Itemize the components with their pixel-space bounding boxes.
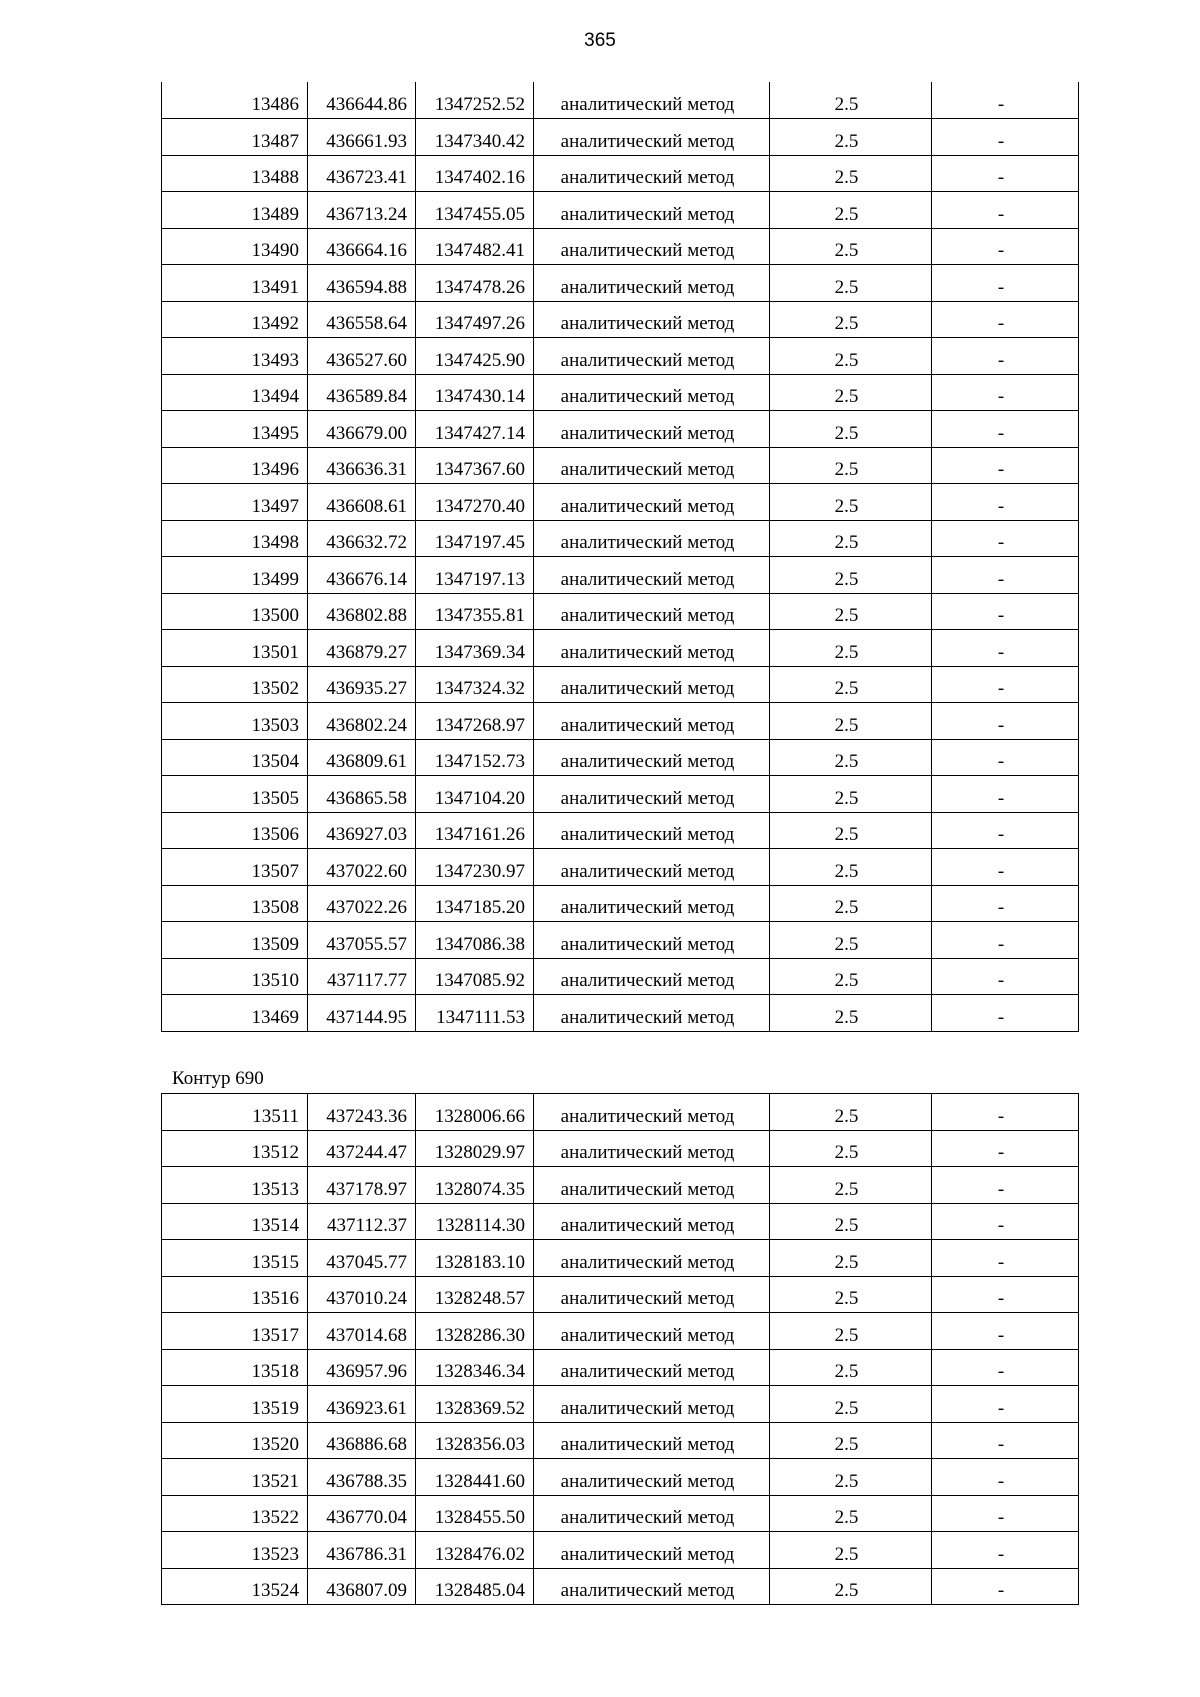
point-number-cell: 13515 xyxy=(162,1240,308,1277)
x-coordinate-cell: 436935.27 xyxy=(308,666,416,703)
accuracy-cell: 2.5 xyxy=(770,630,932,667)
method-cell: аналитический метод xyxy=(534,82,770,119)
x-coordinate-cell: 436923.61 xyxy=(308,1386,416,1423)
accuracy-cell: 2.5 xyxy=(770,958,932,995)
method-cell: аналитический метод xyxy=(534,119,770,156)
y-coordinate-cell: 1347270.40 xyxy=(416,484,534,521)
table-row xyxy=(162,703,1079,740)
accuracy-cell: 2.5 xyxy=(770,1532,932,1569)
table-row xyxy=(162,228,1079,265)
y-coordinate-cell: 1347152.73 xyxy=(416,739,534,776)
method-cell: аналитический метод xyxy=(534,1386,770,1423)
method-cell: аналитический метод xyxy=(534,1276,770,1313)
accuracy-cell: 2.5 xyxy=(770,885,932,922)
point-number-cell: 13493 xyxy=(162,338,308,375)
method-cell: аналитический метод xyxy=(534,301,770,338)
method-cell: аналитический метод xyxy=(534,520,770,557)
accuracy-cell: 2.5 xyxy=(770,1094,932,1131)
x-coordinate-cell: 436661.93 xyxy=(308,119,416,156)
method-cell: аналитический метод xyxy=(534,447,770,484)
accuracy-cell: 2.5 xyxy=(770,1167,932,1204)
accuracy-cell: 2.5 xyxy=(770,265,932,302)
x-coordinate-cell: 436879.27 xyxy=(308,630,416,667)
x-coordinate-cell: 437243.36 xyxy=(308,1094,416,1131)
x-coordinate-cell: 436802.24 xyxy=(308,703,416,740)
coordinates-table-contour-690 xyxy=(161,1093,1079,1605)
table-row xyxy=(162,155,1079,192)
y-coordinate-cell: 1347161.26 xyxy=(416,812,534,849)
extra-cell: - xyxy=(932,447,1079,484)
accuracy-cell: 2.5 xyxy=(770,776,932,813)
x-coordinate-cell: 436589.84 xyxy=(308,374,416,411)
table-row xyxy=(162,484,1079,521)
coordinates-table-body xyxy=(162,1094,1079,1605)
method-cell: аналитический метод xyxy=(534,1203,770,1240)
x-coordinate-cell: 436809.61 xyxy=(308,739,416,776)
extra-cell: - xyxy=(932,885,1079,922)
y-coordinate-cell: 1347111.53 xyxy=(416,995,534,1032)
point-number-cell: 13487 xyxy=(162,119,308,156)
table-row xyxy=(162,922,1079,959)
table-row xyxy=(162,739,1079,776)
point-number-cell: 13504 xyxy=(162,739,308,776)
extra-cell: - xyxy=(932,82,1079,119)
point-number-cell: 13469 xyxy=(162,995,308,1032)
point-number-cell: 13524 xyxy=(162,1568,308,1605)
x-coordinate-cell: 437055.57 xyxy=(308,922,416,959)
extra-cell: - xyxy=(932,228,1079,265)
point-number-cell: 13503 xyxy=(162,703,308,740)
method-cell: аналитический метод xyxy=(534,1495,770,1532)
accuracy-cell: 2.5 xyxy=(770,739,932,776)
accuracy-cell: 2.5 xyxy=(770,192,932,229)
accuracy-cell: 2.5 xyxy=(770,520,932,557)
extra-cell: - xyxy=(932,703,1079,740)
extra-cell: - xyxy=(932,1203,1079,1240)
point-number-cell: 13511 xyxy=(162,1094,308,1131)
table-row xyxy=(162,1568,1079,1605)
x-coordinate-cell: 437178.97 xyxy=(308,1167,416,1204)
method-cell: аналитический метод xyxy=(534,1130,770,1167)
table-row xyxy=(162,1276,1079,1313)
point-number-cell: 13489 xyxy=(162,192,308,229)
y-coordinate-cell: 1347268.97 xyxy=(416,703,534,740)
point-number-cell: 13495 xyxy=(162,411,308,448)
accuracy-cell: 2.5 xyxy=(770,1313,932,1350)
extra-cell: - xyxy=(932,630,1079,667)
extra-cell: - xyxy=(932,520,1079,557)
extra-cell: - xyxy=(932,1130,1079,1167)
method-cell: аналитический метод xyxy=(534,265,770,302)
table-row xyxy=(162,995,1079,1032)
extra-cell: - xyxy=(932,119,1079,156)
method-cell: аналитический метод xyxy=(534,1094,770,1131)
x-coordinate-cell: 437022.26 xyxy=(308,885,416,922)
table-row xyxy=(162,849,1079,886)
x-coordinate-cell: 437144.95 xyxy=(308,995,416,1032)
y-coordinate-cell: 1328248.57 xyxy=(416,1276,534,1313)
y-coordinate-cell: 1347455.05 xyxy=(416,192,534,229)
y-coordinate-cell: 1347085.92 xyxy=(416,958,534,995)
extra-cell: - xyxy=(932,1568,1079,1605)
y-coordinate-cell: 1347104.20 xyxy=(416,776,534,813)
y-coordinate-cell: 1328485.04 xyxy=(416,1568,534,1605)
accuracy-cell: 2.5 xyxy=(770,484,932,521)
method-cell: аналитический метод xyxy=(534,557,770,594)
point-number-cell: 13497 xyxy=(162,484,308,521)
y-coordinate-cell: 1347497.26 xyxy=(416,301,534,338)
extra-cell: - xyxy=(932,1459,1079,1496)
extra-cell: - xyxy=(932,374,1079,411)
method-cell: аналитический метод xyxy=(534,995,770,1032)
table-row xyxy=(162,338,1079,375)
table-row xyxy=(162,1094,1079,1131)
extra-cell: - xyxy=(932,265,1079,302)
table-row xyxy=(162,1422,1079,1459)
point-number-cell: 13510 xyxy=(162,958,308,995)
y-coordinate-cell: 1328114.30 xyxy=(416,1203,534,1240)
point-number-cell: 13517 xyxy=(162,1313,308,1350)
point-number-cell: 13500 xyxy=(162,593,308,630)
table-row xyxy=(162,301,1079,338)
point-number-cell: 13490 xyxy=(162,228,308,265)
y-coordinate-cell: 1347425.90 xyxy=(416,338,534,375)
extra-cell: - xyxy=(932,411,1079,448)
extra-cell: - xyxy=(932,155,1079,192)
accuracy-cell: 2.5 xyxy=(770,922,932,959)
x-coordinate-cell: 437117.77 xyxy=(308,958,416,995)
y-coordinate-cell: 1347355.81 xyxy=(416,593,534,630)
accuracy-cell: 2.5 xyxy=(770,301,932,338)
table-row xyxy=(162,1313,1079,1350)
x-coordinate-cell: 437010.24 xyxy=(308,1276,416,1313)
method-cell: аналитический метод xyxy=(534,192,770,229)
point-number-cell: 13505 xyxy=(162,776,308,813)
y-coordinate-cell: 1328074.35 xyxy=(416,1167,534,1204)
method-cell: аналитический метод xyxy=(534,155,770,192)
accuracy-cell: 2.5 xyxy=(770,338,932,375)
method-cell: аналитический метод xyxy=(534,1422,770,1459)
y-coordinate-cell: 1328183.10 xyxy=(416,1240,534,1277)
table-row xyxy=(162,958,1079,995)
x-coordinate-cell: 437014.68 xyxy=(308,1313,416,1350)
method-cell: аналитический метод xyxy=(534,812,770,849)
point-number-cell: 13512 xyxy=(162,1130,308,1167)
point-number-cell: 13492 xyxy=(162,301,308,338)
accuracy-cell: 2.5 xyxy=(770,1568,932,1605)
y-coordinate-cell: 1347185.20 xyxy=(416,885,534,922)
x-coordinate-cell: 436644.86 xyxy=(308,82,416,119)
extra-cell: - xyxy=(932,593,1079,630)
point-number-cell: 13494 xyxy=(162,374,308,411)
table-row xyxy=(162,1167,1079,1204)
point-number-cell: 13486 xyxy=(162,82,308,119)
x-coordinate-cell: 436957.96 xyxy=(308,1349,416,1386)
accuracy-cell: 2.5 xyxy=(770,1459,932,1496)
table-row xyxy=(162,1495,1079,1532)
method-cell: аналитический метод xyxy=(534,630,770,667)
extra-cell: - xyxy=(932,1313,1079,1350)
y-coordinate-cell: 1347197.45 xyxy=(416,520,534,557)
y-coordinate-cell: 1347427.14 xyxy=(416,411,534,448)
method-cell: аналитический метод xyxy=(534,666,770,703)
accuracy-cell: 2.5 xyxy=(770,119,932,156)
point-number-cell: 13519 xyxy=(162,1386,308,1423)
table-row xyxy=(162,192,1079,229)
accuracy-cell: 2.5 xyxy=(770,374,932,411)
y-coordinate-cell: 1347252.52 xyxy=(416,82,534,119)
x-coordinate-cell: 436676.14 xyxy=(308,557,416,594)
y-coordinate-cell: 1347340.42 xyxy=(416,119,534,156)
y-coordinate-cell: 1347402.16 xyxy=(416,155,534,192)
x-coordinate-cell: 436608.61 xyxy=(308,484,416,521)
extra-cell: - xyxy=(932,776,1079,813)
method-cell: аналитический метод xyxy=(534,885,770,922)
accuracy-cell: 2.5 xyxy=(770,1276,932,1313)
y-coordinate-cell: 1347430.14 xyxy=(416,374,534,411)
table-row xyxy=(162,374,1079,411)
accuracy-cell: 2.5 xyxy=(770,1495,932,1532)
page-number: 365 xyxy=(584,30,616,51)
accuracy-cell: 2.5 xyxy=(770,447,932,484)
extra-cell: - xyxy=(932,812,1079,849)
extra-cell: - xyxy=(932,301,1079,338)
extra-cell: - xyxy=(932,1532,1079,1569)
extra-cell: - xyxy=(932,1094,1079,1131)
extra-cell: - xyxy=(932,849,1079,886)
extra-cell: - xyxy=(932,1276,1079,1313)
extra-cell: - xyxy=(932,338,1079,375)
point-number-cell: 13491 xyxy=(162,265,308,302)
y-coordinate-cell: 1347086.38 xyxy=(416,922,534,959)
x-coordinate-cell: 436770.04 xyxy=(308,1495,416,1532)
method-cell: аналитический метод xyxy=(534,776,770,813)
x-coordinate-cell: 436679.00 xyxy=(308,411,416,448)
extra-cell: - xyxy=(932,484,1079,521)
accuracy-cell: 2.5 xyxy=(770,812,932,849)
y-coordinate-cell: 1328455.50 xyxy=(416,1495,534,1532)
table-row xyxy=(162,520,1079,557)
x-coordinate-cell: 436865.58 xyxy=(308,776,416,813)
accuracy-cell: 2.5 xyxy=(770,1349,932,1386)
y-coordinate-cell: 1347197.13 xyxy=(416,557,534,594)
extra-cell: - xyxy=(932,1495,1079,1532)
y-coordinate-cell: 1347482.41 xyxy=(416,228,534,265)
x-coordinate-cell: 437022.60 xyxy=(308,849,416,886)
coordinates-table-continued xyxy=(161,82,1079,1032)
point-number-cell: 13498 xyxy=(162,520,308,557)
x-coordinate-cell: 437112.37 xyxy=(308,1203,416,1240)
accuracy-cell: 2.5 xyxy=(770,1203,932,1240)
extra-cell: - xyxy=(932,192,1079,229)
method-cell: аналитический метод xyxy=(534,849,770,886)
table-row xyxy=(162,885,1079,922)
accuracy-cell: 2.5 xyxy=(770,82,932,119)
y-coordinate-cell: 1328476.02 xyxy=(416,1532,534,1569)
x-coordinate-cell: 436807.09 xyxy=(308,1568,416,1605)
point-number-cell: 13502 xyxy=(162,666,308,703)
accuracy-cell: 2.5 xyxy=(770,666,932,703)
point-number-cell: 13506 xyxy=(162,812,308,849)
method-cell: аналитический метод xyxy=(534,1568,770,1605)
extra-cell: - xyxy=(932,922,1079,959)
accuracy-cell: 2.5 xyxy=(770,1386,932,1423)
accuracy-cell: 2.5 xyxy=(770,1422,932,1459)
table-row xyxy=(162,1349,1079,1386)
x-coordinate-cell: 436927.03 xyxy=(308,812,416,849)
table-row xyxy=(162,447,1079,484)
table-row xyxy=(162,776,1079,813)
point-number-cell: 13509 xyxy=(162,922,308,959)
extra-cell: - xyxy=(932,739,1079,776)
point-number-cell: 13496 xyxy=(162,447,308,484)
y-coordinate-cell: 1347478.26 xyxy=(416,265,534,302)
point-number-cell: 13520 xyxy=(162,1422,308,1459)
method-cell: аналитический метод xyxy=(534,1349,770,1386)
y-coordinate-cell: 1347367.60 xyxy=(416,447,534,484)
x-coordinate-cell: 436594.88 xyxy=(308,265,416,302)
point-number-cell: 13521 xyxy=(162,1459,308,1496)
point-number-cell: 13523 xyxy=(162,1532,308,1569)
method-cell: аналитический метод xyxy=(534,739,770,776)
table-row xyxy=(162,593,1079,630)
point-number-cell: 13501 xyxy=(162,630,308,667)
method-cell: аналитический метод xyxy=(534,228,770,265)
table-row xyxy=(162,1532,1079,1569)
y-coordinate-cell: 1328356.03 xyxy=(416,1422,534,1459)
accuracy-cell: 2.5 xyxy=(770,1240,932,1277)
y-coordinate-cell: 1328441.60 xyxy=(416,1459,534,1496)
accuracy-cell: 2.5 xyxy=(770,593,932,630)
method-cell: аналитический метод xyxy=(534,374,770,411)
point-number-cell: 13508 xyxy=(162,885,308,922)
accuracy-cell: 2.5 xyxy=(770,228,932,265)
x-coordinate-cell: 436664.16 xyxy=(308,228,416,265)
extra-cell: - xyxy=(932,557,1079,594)
extra-cell: - xyxy=(932,958,1079,995)
point-number-cell: 13522 xyxy=(162,1495,308,1532)
point-number-cell: 13514 xyxy=(162,1203,308,1240)
x-coordinate-cell: 436632.72 xyxy=(308,520,416,557)
x-coordinate-cell: 436886.68 xyxy=(308,1422,416,1459)
x-coordinate-cell: 436558.64 xyxy=(308,301,416,338)
x-coordinate-cell: 436786.31 xyxy=(308,1532,416,1569)
x-coordinate-cell: 436788.35 xyxy=(308,1459,416,1496)
accuracy-cell: 2.5 xyxy=(770,849,932,886)
x-coordinate-cell: 436713.24 xyxy=(308,192,416,229)
method-cell: аналитический метод xyxy=(534,1167,770,1204)
y-coordinate-cell: 1328369.52 xyxy=(416,1386,534,1423)
point-number-cell: 13507 xyxy=(162,849,308,886)
x-coordinate-cell: 436723.41 xyxy=(308,155,416,192)
x-coordinate-cell: 436636.31 xyxy=(308,447,416,484)
accuracy-cell: 2.5 xyxy=(770,1130,932,1167)
coordinates-table-body xyxy=(162,82,1079,1031)
extra-cell: - xyxy=(932,1349,1079,1386)
point-number-cell: 13516 xyxy=(162,1276,308,1313)
table-row xyxy=(162,812,1079,849)
method-cell: аналитический метод xyxy=(534,338,770,375)
table-row xyxy=(162,265,1079,302)
point-number-cell: 13513 xyxy=(162,1167,308,1204)
x-coordinate-cell: 437244.47 xyxy=(308,1130,416,1167)
extra-cell: - xyxy=(932,1386,1079,1423)
table-row xyxy=(162,630,1079,667)
table-row xyxy=(162,1240,1079,1277)
contour-label: Контур 690 xyxy=(172,1068,264,1089)
table-row xyxy=(162,1203,1079,1240)
accuracy-cell: 2.5 xyxy=(770,995,932,1032)
table-row xyxy=(162,119,1079,156)
x-coordinate-cell: 437045.77 xyxy=(308,1240,416,1277)
method-cell: аналитический метод xyxy=(534,1313,770,1350)
accuracy-cell: 2.5 xyxy=(770,411,932,448)
x-coordinate-cell: 436802.88 xyxy=(308,593,416,630)
accuracy-cell: 2.5 xyxy=(770,155,932,192)
y-coordinate-cell: 1347369.34 xyxy=(416,630,534,667)
method-cell: аналитический метод xyxy=(534,958,770,995)
point-number-cell: 13518 xyxy=(162,1349,308,1386)
extra-cell: - xyxy=(932,995,1079,1032)
accuracy-cell: 2.5 xyxy=(770,557,932,594)
method-cell: аналитический метод xyxy=(534,411,770,448)
extra-cell: - xyxy=(932,666,1079,703)
method-cell: аналитический метод xyxy=(534,703,770,740)
method-cell: аналитический метод xyxy=(534,1459,770,1496)
y-coordinate-cell: 1328029.97 xyxy=(416,1130,534,1167)
y-coordinate-cell: 1328286.30 xyxy=(416,1313,534,1350)
point-number-cell: 13488 xyxy=(162,155,308,192)
method-cell: аналитический метод xyxy=(534,922,770,959)
table-row xyxy=(162,1459,1079,1496)
method-cell: аналитический метод xyxy=(534,1240,770,1277)
y-coordinate-cell: 1328006.66 xyxy=(416,1094,534,1131)
extra-cell: - xyxy=(932,1167,1079,1204)
accuracy-cell: 2.5 xyxy=(770,703,932,740)
y-coordinate-cell: 1328346.34 xyxy=(416,1349,534,1386)
method-cell: аналитический метод xyxy=(534,484,770,521)
x-coordinate-cell: 436527.60 xyxy=(308,338,416,375)
extra-cell: - xyxy=(932,1240,1079,1277)
method-cell: аналитический метод xyxy=(534,1532,770,1569)
y-coordinate-cell: 1347324.32 xyxy=(416,666,534,703)
y-coordinate-cell: 1347230.97 xyxy=(416,849,534,886)
table-row xyxy=(162,411,1079,448)
point-number-cell: 13499 xyxy=(162,557,308,594)
table-row xyxy=(162,666,1079,703)
table-row xyxy=(162,557,1079,594)
table-row xyxy=(162,82,1079,119)
extra-cell: - xyxy=(932,1422,1079,1459)
table-row xyxy=(162,1386,1079,1423)
method-cell: аналитический метод xyxy=(534,593,770,630)
table-row xyxy=(162,1130,1079,1167)
